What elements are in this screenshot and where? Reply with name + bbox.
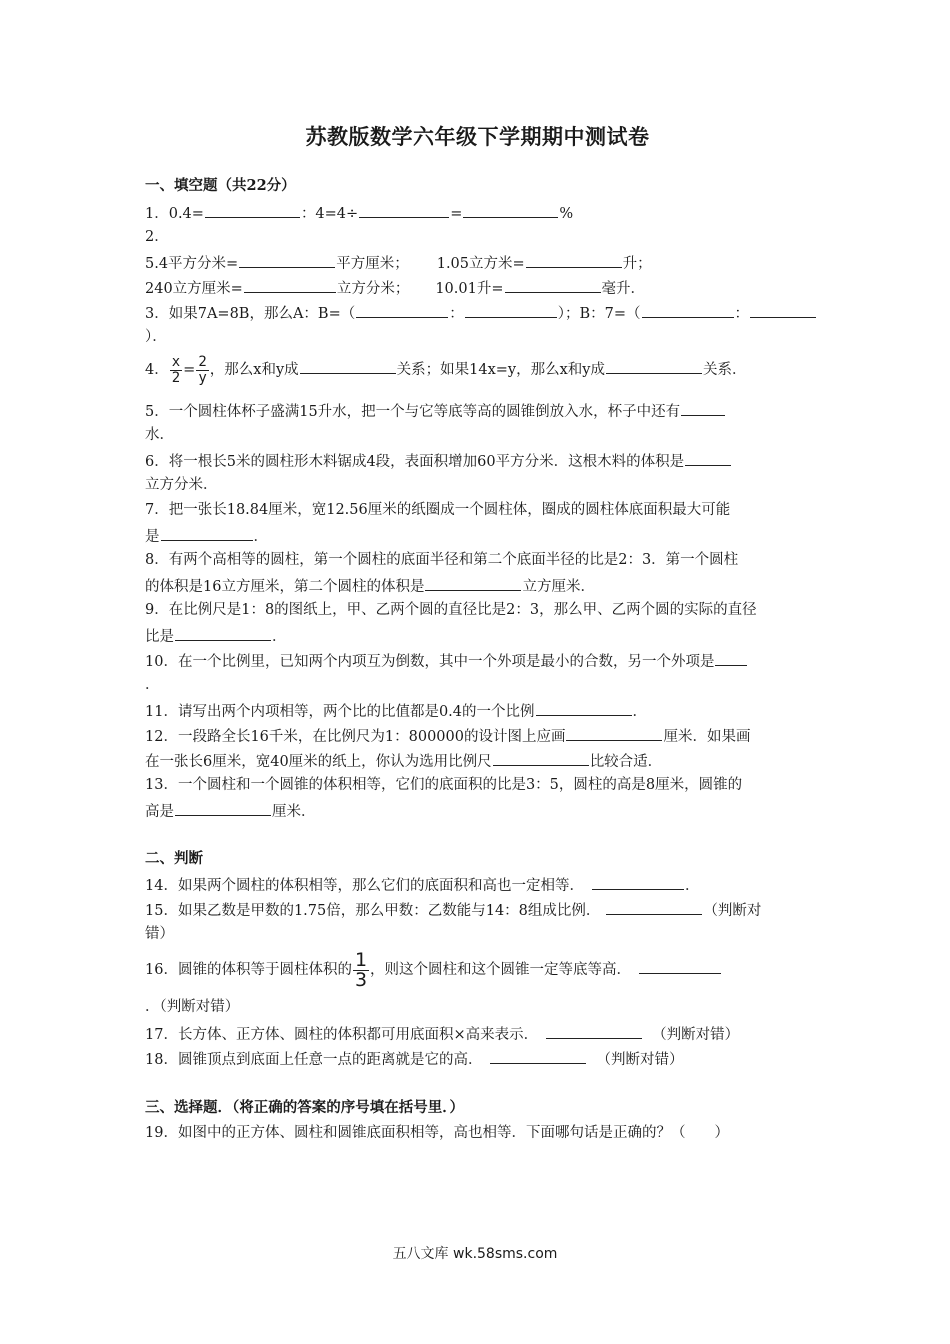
answer-blank[interactable] [505, 277, 601, 293]
question-19: 19．如图中的正方体、圆柱和圆锥底面积相等，高也相等．下面哪句话是正确的？（ ） [145, 1125, 729, 1141]
q2-text: 升； [622, 256, 652, 272]
answer-blank[interactable] [681, 400, 725, 416]
q3-text: 3．如果7A=8B，那么A：B=（ [145, 306, 356, 322]
answer-blank[interactable] [606, 358, 702, 374]
q13-text: 厘米． [272, 804, 316, 820]
q12-text: 在一张长6厘米，宽40厘米的纸上，你认为选用比例尺 [145, 754, 492, 770]
question-4 [145, 352, 810, 388]
footer-watermark: 五八文库 wk.58sms.com [392, 1246, 558, 1262]
answer-blank[interactable] [639, 958, 721, 974]
question-12 [145, 725, 810, 747]
section-judge-heading: 二、判断 [145, 850, 203, 867]
q1-text-b: ：4=4÷ [300, 206, 359, 222]
answer-blank[interactable] [425, 575, 521, 591]
question-2-row-2 [145, 277, 810, 299]
question-15 [145, 899, 810, 921]
question-8-end [145, 575, 810, 597]
fraction-2-over-y: $\frac{2}{y}$ [198, 353, 207, 386]
question-5 [145, 400, 810, 422]
question-13: 13．一个圆柱和一个圆锥的体积相等，它们的底面积的比是3：5，圆柱的高是8厘米，圆锥的 [145, 777, 743, 793]
fraction-x-over-2: $\frac{x}{2}$ [171, 353, 181, 386]
question-14 [145, 874, 810, 896]
q2-text: 毫升． [601, 281, 645, 297]
q2-text: 240立方厘米= [145, 281, 243, 297]
answer-blank[interactable] [493, 750, 589, 766]
question-11 [145, 700, 810, 722]
q8-text: 立方厘米． [522, 579, 595, 595]
q4-number: 4． [145, 362, 169, 378]
answer-blank[interactable] [161, 525, 253, 541]
page-title: 苏教版数学六年级下学期期中测试卷 [305, 124, 650, 149]
answer-blank[interactable] [300, 358, 396, 374]
q6-text: 6．将一根长5米的圆柱形木料锯成4段，表面积增加60平方分米．这根木料的体积是 [145, 454, 685, 470]
question-2-number: 2． [145, 229, 169, 245]
question-16 [145, 950, 810, 990]
question-10 [145, 650, 810, 672]
q1-text-d: % [559, 206, 574, 222]
q3-text: ： [449, 306, 464, 322]
question-8: 8．有两个高相等的圆柱，第一个圆柱的底面半径和第二个底面半径的比是2：3．第一个圆柱 [145, 552, 739, 568]
answer-blank[interactable] [465, 302, 557, 318]
answer-blank[interactable] [546, 1023, 642, 1039]
question-9: 9．在比例尺是1：8的图纸上，甲、乙两个圆的直径比是2：3，那么甲、乙两个圆的实际的直径 [145, 602, 757, 618]
q8-text: 的体积是16立方厘米，第二个圆柱的体积是 [145, 579, 425, 595]
question-3 [145, 302, 810, 324]
question-3-end: ）． [145, 329, 167, 345]
question-6 [145, 450, 810, 472]
equals-sign: = [183, 362, 196, 378]
answer-blank[interactable] [463, 202, 558, 218]
q16-text: 16．圆锥的体积等于圆柱体积的 [145, 962, 352, 978]
q7-text: ． [253, 529, 268, 545]
answer-blank[interactable] [490, 1048, 586, 1064]
q3-text: ： [734, 306, 750, 322]
q13-text: 高是 [145, 804, 174, 820]
q3-text: ）；B：7=（ [557, 306, 641, 322]
answer-blank[interactable] [175, 800, 271, 816]
question-17 [145, 1023, 810, 1045]
q5-text: 5．一个圆柱体杯子盛满15升水，把一个与它等底等高的圆锥倒放入水，杯子中还有 [145, 404, 681, 420]
answer-blank[interactable] [642, 302, 734, 318]
answer-blank[interactable] [592, 874, 684, 890]
question-5-end: 水． [145, 427, 174, 443]
q18-text: 18．圆锥顶点到底面上任意一点的距离就是它的高． [145, 1052, 483, 1068]
answer-blank[interactable] [685, 450, 731, 466]
q9-text: 比是 [145, 629, 174, 645]
section-fill-heading: 一、填空题（共22分） [145, 177, 296, 194]
q9-text: ． [272, 629, 287, 645]
q14-text: ． [684, 878, 700, 894]
question-18 [145, 1048, 810, 1070]
answer-blank[interactable] [239, 252, 335, 268]
answer-blank[interactable] [715, 650, 747, 666]
answer-blank[interactable] [536, 700, 632, 716]
q18-text: （判断对错） [596, 1052, 684, 1068]
q4-text: 关系；如果14x=y，那么x和y成 [396, 362, 605, 378]
q12-text: 厘米．如果画 [663, 729, 751, 745]
q17-text: 17．长方体、正方体、圆柱的体积都可用底面积×高来表示． [145, 1027, 539, 1043]
q2-text: 5.4平方分米= [145, 256, 239, 272]
q15-text: （判断对 [703, 903, 762, 919]
q11-text: ． [632, 704, 648, 720]
q17-text: （判断对错） [652, 1027, 740, 1043]
q14-text: 14．如果两个圆柱的体积相等，那么它们的底面积和高也一定相等． [145, 878, 584, 894]
q1-text-c: = [450, 206, 463, 222]
q16-text: ，则这个圆柱和这个圆锥一定等底等高． [370, 962, 632, 978]
fraction-one-third: $\frac{1}{3}$ [354, 948, 368, 991]
q2-text: 1.05立方米= [436, 256, 525, 272]
section-choice-heading: 三、选择题．（将正确的答案的序号填在括号里．） [145, 1099, 464, 1116]
question-9-end [145, 625, 810, 647]
answer-blank[interactable] [175, 625, 271, 641]
answer-blank[interactable] [526, 252, 622, 268]
question-1 [145, 202, 810, 224]
question-2-row-1 [145, 252, 810, 274]
question-13-end [145, 800, 810, 822]
answer-blank[interactable] [244, 277, 336, 293]
q2-text: 平方厘米； [336, 256, 409, 272]
answer-blank[interactable] [356, 302, 448, 318]
question-6-end: 立方分米． [145, 477, 218, 493]
question-7-end [145, 525, 810, 547]
q12-text: 12．一段路全长16千米，在比例尺为1：800000的设计图上应画 [145, 729, 566, 745]
answer-blank[interactable] [566, 725, 662, 741]
q12-text: 比较合适． [589, 754, 663, 770]
q4-text: 关系． [702, 362, 747, 378]
question-10-end: ． [145, 677, 160, 693]
q4-text: ，那么x和y成 [209, 362, 299, 378]
answer-blank[interactable] [205, 202, 300, 218]
q15-text: 15．如果乙数是甲数的1.75倍，那么甲数：乙数能与14：8组成比例． [145, 903, 601, 919]
answer-blank[interactable] [750, 302, 816, 318]
question-7: 7．把一张长18.84厘米，宽12.56厘米的纸圈成一个圆柱体，圈成的圆柱体底面积最大可能 [145, 502, 731, 518]
question-15-end: 错） [145, 926, 174, 942]
q1-text-a: 1．0.4= [145, 206, 204, 222]
answer-blank[interactable] [606, 899, 702, 915]
question-16-end: ．（判断对错） [145, 999, 240, 1015]
q2-text: 10.01升= [435, 281, 504, 297]
question-12-line-2 [145, 750, 810, 772]
answer-blank[interactable] [359, 202, 449, 218]
q11-text: 11．请写出两个内项相等，两个比的比值都是0.4的一个比例 [145, 704, 535, 720]
q7-text: 是 [145, 529, 160, 545]
q2-text: 立方分米； [336, 281, 410, 297]
q10-text: 10．在一个比例里，已知两个内项互为倒数，其中一个外项是最小的合数，另一个外项是 [145, 654, 715, 670]
